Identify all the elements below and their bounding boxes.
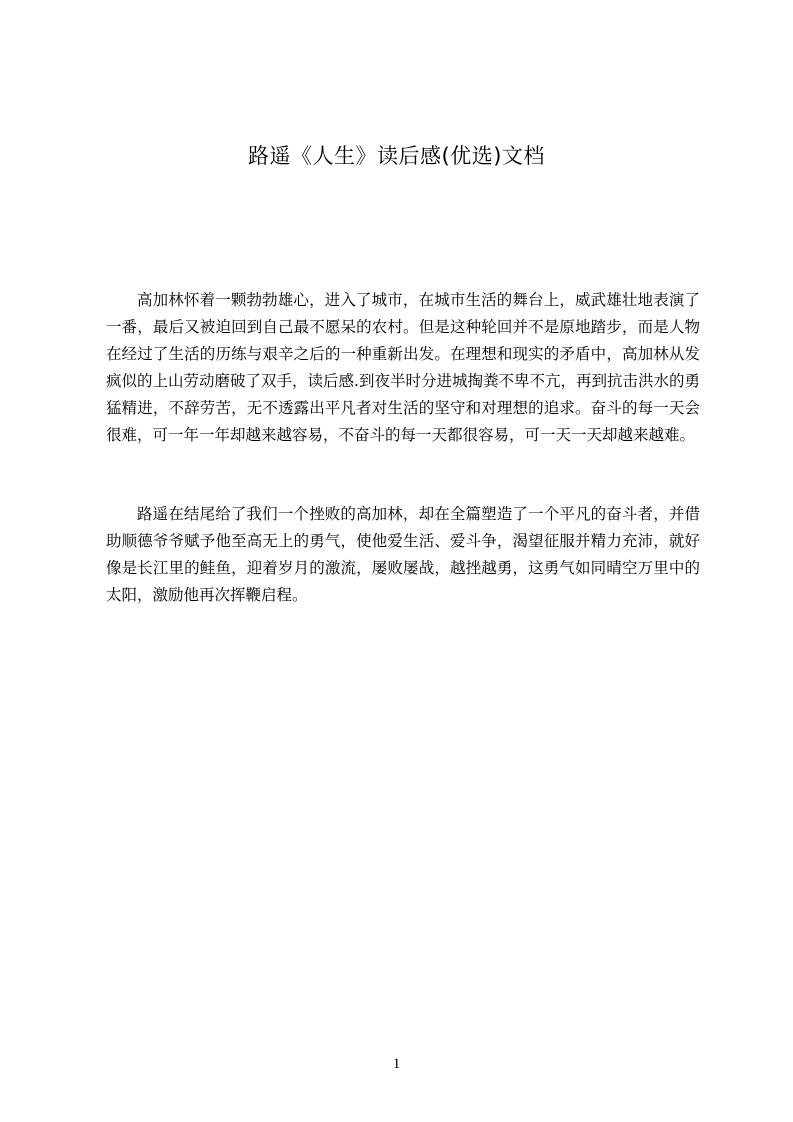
page-number: 1 — [392, 1056, 401, 1072]
body-paragraph-2: 路遥在结尾给了我们一个挫败的高加林，却在全篇塑造了一个平凡的奋斗者，并借助顺德爷爷赋予他至高无上的勇气，使他爱生活、爱斗争，渴望征服并精力充沛，就好像是长江里的鲑鱼，迎着岁月的激流，屡败屡战，越挫越勇，这勇气如同晴空万里中的太阳，激励他再次挥鞭启程。 — [106, 505, 700, 604]
document-title: 路遥《人生》读后感(优选)文档 — [248, 144, 545, 168]
body-paragraph-1: 高加林怀着一颗勃勃雄心，进入了城市，在城市生活的舞台上，威武雄壮地表演了一番，最后又被迫回到自己最不愿呆的农村。但是这种轮回并不是原地踏步，而是人物在经过了生活的历练与艰辛之后的一种重新出发。在理想和现实的矛盾中，高加林从发疯似的上山劳动磨破了双手，读后感.到夜半时分进城掏粪不卑不亢，再到抗击洪水的勇猛精进，不辞劳苦，无不透露出平凡者对生活的坚守和对理想的追求。奋斗的每一天会很难，可一年一年却越来越容易，不奋斗的每一天都很容易，可一天一天却越来越难。 — [106, 291, 700, 444]
